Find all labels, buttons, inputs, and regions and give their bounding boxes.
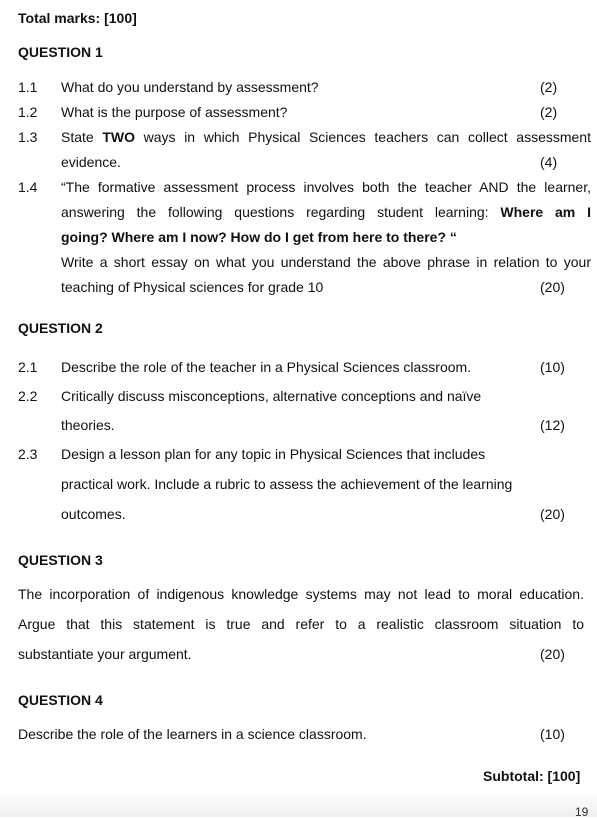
item-number: 2.1 (18, 359, 38, 375)
question-text-line: Argue that this statement is true and refer to a realistic classroom situation to (18, 616, 584, 632)
item-text-line: theories. (61, 417, 115, 433)
item-marks: (20) (540, 279, 565, 295)
item-text-line: Design a lesson plan for any topic in Physical Sciences that includes (61, 446, 486, 462)
item-number: 1.3 (18, 129, 38, 145)
item-marks: (10) (540, 359, 565, 375)
item-marks: (20) (540, 646, 565, 662)
item-text-line: practical work. Include a rubric to assess the achievement of the learning (61, 476, 513, 492)
text-segment: State (61, 129, 103, 145)
item-text-line: evidence. (61, 154, 121, 170)
question-4-heading: QUESTION 4 (18, 692, 103, 708)
item-marks: (2) (540, 79, 558, 95)
item-text: What is the purpose of assessment? (61, 104, 288, 120)
item-text-line: Write a short essay on what you understand the above phrase in relation to your (61, 254, 591, 270)
total-marks: Total marks: [100] (18, 10, 137, 26)
item-number: 2.2 (18, 388, 38, 404)
text-segment: ways in which Physical Sciences teachers can collect assessment (135, 129, 591, 145)
question-text-line: The incorporation of indigenous knowledge systems may not lead to moral education. (18, 586, 584, 602)
item-number: 1.2 (18, 104, 38, 120)
item-text-line: teaching of Physical sciences for grade 10 (61, 279, 324, 295)
item-text-line: outcomes. (61, 506, 126, 522)
question-3-heading: QUESTION 3 (18, 552, 103, 568)
item-text-line (61, 129, 591, 145)
question-text-line: substantiate your argument. (18, 646, 192, 662)
item-marks: (20) (540, 506, 565, 522)
emphasis-text: Where am I (500, 204, 591, 220)
item-marks: (2) (540, 104, 558, 120)
page-footer (0, 790, 597, 817)
question-1-heading: QUESTION 1 (18, 44, 103, 60)
item-text-line (61, 204, 591, 220)
item-marks: (12) (540, 417, 565, 433)
item-number: 1.4 (18, 179, 38, 195)
page-number: 19 (575, 805, 589, 819)
item-text: Describe the role of the teacher in a Physical Sciences classroom. (61, 359, 472, 375)
item-marks: (4) (540, 154, 558, 170)
item-text-line: “The formative assessment process involves both the teacher AND the learner, (61, 179, 591, 195)
item-text: What do you understand by assessment? (61, 79, 319, 95)
item-number: 2.3 (18, 446, 38, 462)
question-text-line: Describe the role of the learners in a science classroom. (18, 726, 367, 742)
emphasis-text-line: going? Where am I now? How do I get from here to there? “ (61, 229, 457, 245)
item-text-line: Critically discuss misconceptions, alternative conceptions and naïve (61, 388, 482, 404)
item-marks: (10) (540, 726, 565, 742)
text-segment: answering the following questions regarding student learning: (61, 204, 501, 220)
item-number: 1.1 (18, 79, 38, 95)
question-2-heading: QUESTION 2 (18, 320, 103, 336)
subtotal: Subtotal: [100] (483, 768, 581, 784)
emphasis-text: TWO (102, 129, 135, 145)
